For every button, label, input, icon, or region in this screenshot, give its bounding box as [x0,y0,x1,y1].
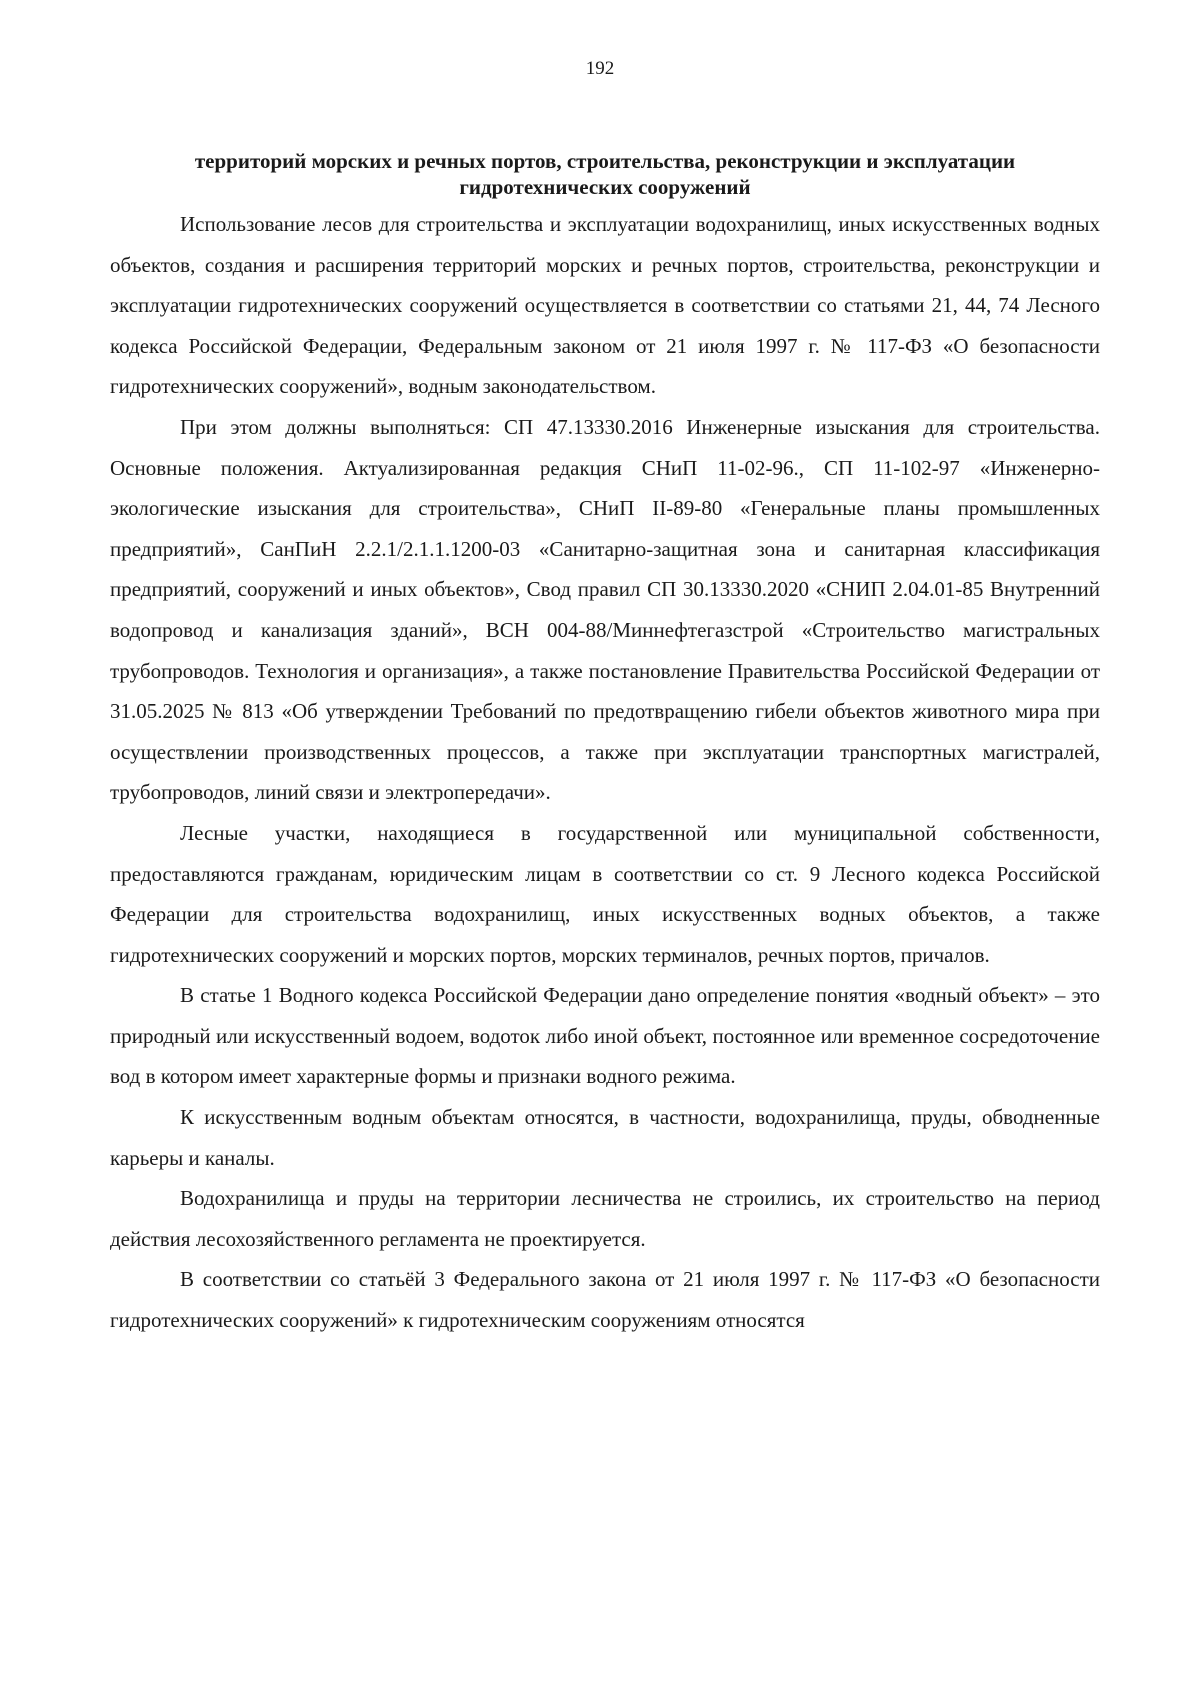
page-number: 192 [585,58,615,79]
paragraph-1: Использование лесов для строительства и эксплуатации водохранилищ, иных искусственных водных объектов, создания и расширения территорий морских и речных портов, строительства, реконструкции и эксплуатации гидротехнических сооружений осуществляется в соответствии со статьями 21, 44, 74 Лесного кодекса Российской Федерации, Федеральным законом от 21 июля 1997 г. № 117-ФЗ «О безопасности гидротехнических сооружений», водным законодательством. [110,212,1100,399]
paragraph-3: Лесные участки, находящиеся в государственной или муниципальной собственности, предоставляются гражданам, юридическим лицам в соответствии со ст. 9 Лесного кодекса Российской Федерации для строительства водохранилищ, иных искусственных водных объектов, а также гидротехнических сооружений и морских портов, морских терминалов, речных портов, причалов. [110,820,1100,967]
paragraph-7: В соответствии со статьёй 3 Федерального закона от 21 июля 1997 г. № 117-ФЗ «О безопасности гидротехнических сооружений» к гидротехническим сооружениям относятся [110,1267,1100,1333]
paragraph-5: К искусственным водным объектам относятся, в частности, водохранилища, пруды, обводненные карьеры и каналы. [110,1105,1100,1170]
document-body [110,148,1100,1341]
paragraph-4: В статье 1 Водного кодекса Российской Федерации дано определение понятия «водный объект» – это природный или искусственный водоем, водоток либо иной объект, постоянное или временное сосредоточение вод в котором имеет характерные формы и признаки водного режима. [110,983,1100,1089]
paragraph-2: При этом должны выполняться: СП 47.13330.2016 Инженерные изыскания для строительства. Основные положения. Актуализированная редакция СНиП 11-02-96., СП 11-102-97 «Инженерно-экологические изыскания для строительства», СНиП II-89-80 «Генеральные планы промышленных предприятий», СанПиН 2.2.1/2.1.1.1200-03 «Санитарно-защитная зона и санитарная классификация предприятий, сооружений и иных объектов», Свод правил СП 30.13330.2020 «СНИП 2.04.01-85 Внутренний водопровод и канализация зданий», ВСН 004-88/Миннефтегазстрой «Строительство магистральных трубопроводов. Технология и организация», а также постановление Правительства Российской Федерации от 31.05.2025 № 813 «Об утверждении Требований по предотвращению гибели объектов животного мира при осуществлении производственных процессов, а также при эксплуатации транспортных магистралей, трубопроводов, линий связи и электропередачи». [110,414,1100,805]
paragraph-6: Водохранилища и пруды на территории лесничества не строились, их строительство на период действия лесохозяйственного регламента не проектируется. [110,1186,1100,1251]
section-heading: территорий морских и речных портов, строительства, реконструкции и эксплуатации гидротехнических сооружений [194,149,1016,199]
